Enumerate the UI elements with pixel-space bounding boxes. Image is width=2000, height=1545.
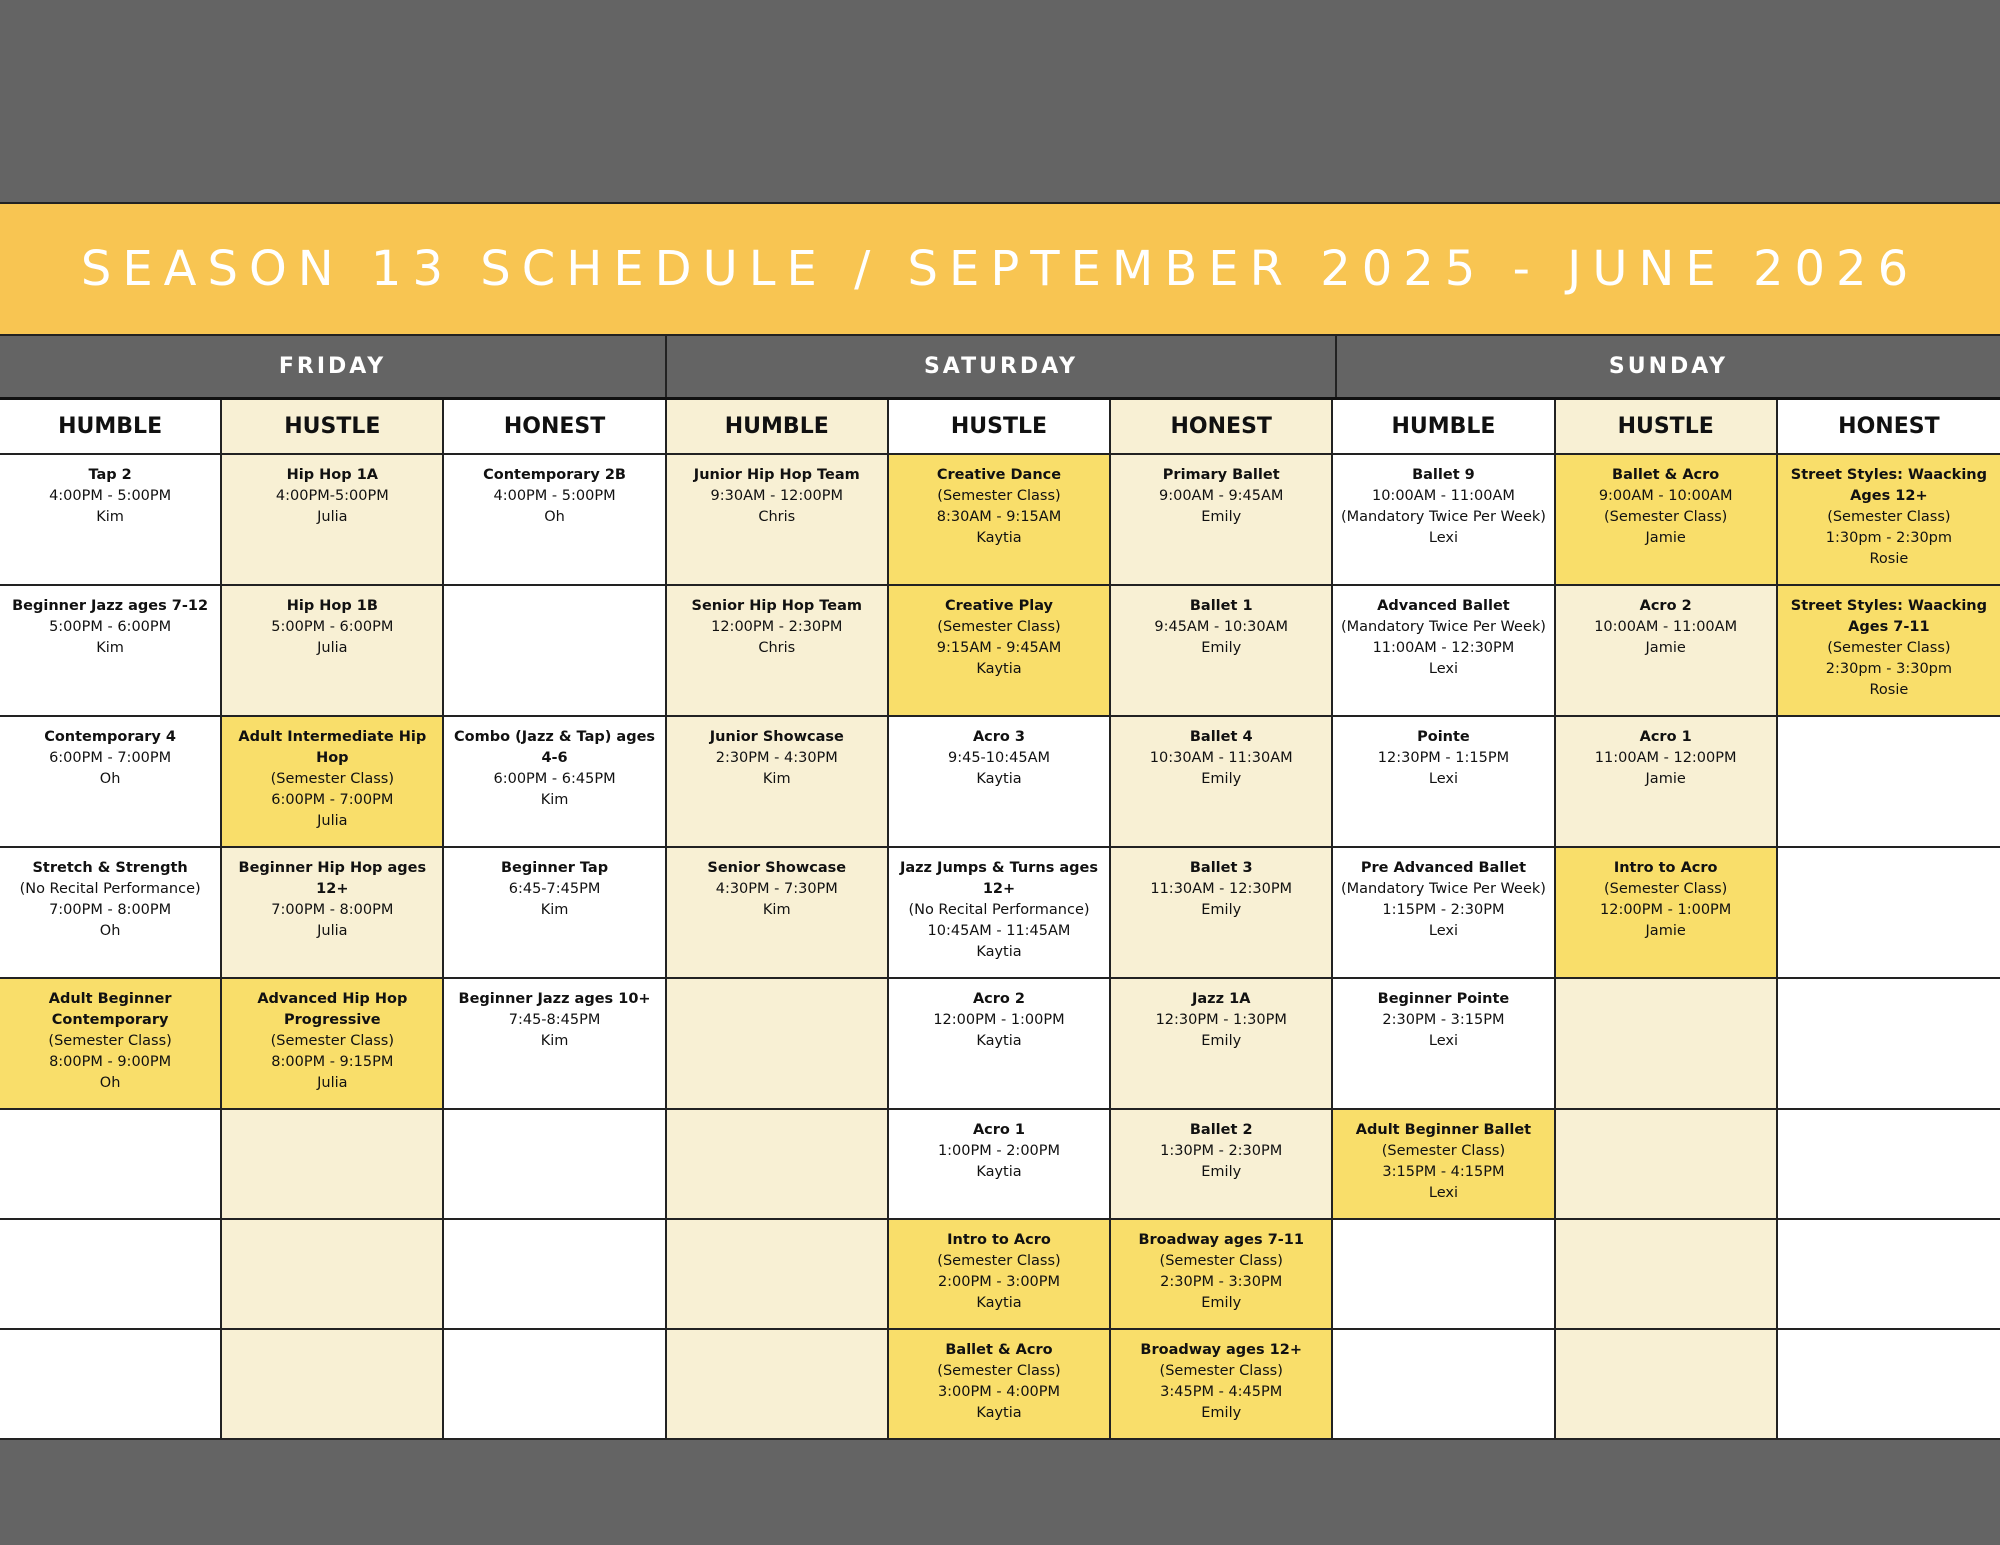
class-cell [444,979,666,1110]
class-detail: Julia [317,923,348,939]
empty-cell [1778,1330,2000,1440]
class-detail: (Mandatory Twice Per Week) [1340,509,1546,525]
class-detail: Oh [544,509,565,525]
class-detail: Oh [99,1075,121,1091]
class-name: Adult Beginner Ballet [1355,1122,1532,1138]
class-detail: Oh [99,923,121,939]
empty-cell [1778,1220,2000,1330]
class-cell [222,979,444,1110]
empty-cell [1778,1110,2000,1220]
class-detail: 4:30PM - 7:30PM [715,881,838,897]
class-name: Broadway ages 12+ [1140,1342,1302,1358]
class-detail: Rosie [1869,682,1909,698]
class-name: Jazz 1A [1192,991,1251,1007]
class-cell [0,455,222,586]
class-detail: (No Recital Performance) [19,881,201,897]
empty-cell [667,1330,889,1440]
class-detail: (Semester Class) [1159,1253,1283,1269]
class-detail: (Mandatory Twice Per Week) [1340,619,1546,635]
class-detail: 2:30pm - 3:30pm [1825,661,1952,677]
class-cell [667,455,889,586]
class-detail: 2:30PM - 3:15PM [1382,1012,1505,1028]
class-cell [889,1110,1111,1220]
class-detail: 9:45AM - 10:30AM [1154,619,1289,635]
class-cell [1333,1110,1555,1220]
empty-cell [1556,1110,1778,1220]
class-name: Acro 2 [972,991,1026,1007]
class-detail: (No Recital Performance) [908,902,1090,918]
class-detail: 9:00AM - 9:45AM [1159,488,1284,504]
class-name: Contemporary 4 [44,729,177,745]
class-name: Acro 3 [972,729,1026,745]
class-name: Creative Dance [936,467,1062,483]
class-detail: 10:00AM - 11:00AM [1371,488,1515,504]
class-detail: 11:00AM - 12:00PM [1594,750,1737,766]
class-name: Contemporary 2B [483,467,626,483]
class-name: Street Styles: Waacking Ages 12+ [1790,467,1987,504]
empty-cell [1778,848,2000,979]
class-detail: 9:00AM - 10:00AM [1598,488,1733,504]
class-name: Intro to Acro [1613,860,1718,876]
class-detail: 6:00PM - 7:00PM [271,792,394,808]
class-detail: Kim [762,771,791,787]
empty-cell [667,979,889,1110]
class-name: Creative Play [944,598,1054,614]
empty-cell [1333,1220,1555,1330]
class-cell [667,848,889,979]
column-header-humble: HUMBLE [667,400,889,455]
class-name: Combo (Jazz & Tap) ages 4-6 [454,729,656,766]
class-detail: Kaytia [976,661,1022,677]
class-cell [889,979,1111,1110]
class-cell [1111,717,1333,848]
class-detail: 6:00PM - 6:45PM [493,771,616,787]
class-detail: Kim [96,640,124,656]
class-detail: 1:30PM - 2:30PM [1160,1143,1283,1159]
class-cell [1111,1110,1333,1220]
class-cell [0,586,222,717]
class-cell [1333,455,1555,586]
class-detail: 12:30PM - 1:30PM [1155,1012,1287,1028]
empty-cell [667,1110,889,1220]
class-detail: 7:45-8:45PM [508,1012,601,1028]
class-name: Jazz Jumps & Turns ages 12+ [899,860,1099,897]
class-detail: (Semester Class) [1827,509,1951,525]
empty-cell [667,1220,889,1330]
class-cell [444,848,666,979]
class-detail: Kim [96,509,124,525]
class-detail: (Mandatory Twice Per Week) [1340,881,1546,897]
class-detail: Kim [762,902,791,918]
class-cell [1111,1330,1333,1440]
class-cell [1111,979,1333,1110]
class-name: Senior Showcase [707,860,847,876]
class-detail: Lexi [1428,1185,1458,1201]
class-cell [0,717,222,848]
class-detail: Julia [317,1075,348,1091]
column-header-honest: HONEST [1778,400,2000,455]
class-name: Stretch & Strength [32,860,188,876]
class-detail: Emily [1201,902,1242,918]
day-header-friday: FRIDAY [278,354,387,379]
empty-cell [1333,1330,1555,1440]
class-name: Hip Hop 1B [286,598,378,614]
class-detail: 9:15AM - 9:45AM [936,640,1062,656]
class-name: Beginner Tap [500,860,609,876]
empty-cell [444,586,666,717]
class-detail: Julia [317,509,348,525]
class-cell [889,1330,1111,1440]
class-name: Acro 1 [972,1122,1026,1138]
empty-cell [1556,979,1778,1110]
class-detail: Emily [1201,1033,1242,1049]
class-cell [889,848,1111,979]
title-banner [0,202,2000,336]
class-detail: 5:00PM - 6:00PM [49,619,172,635]
class-name: Acro 1 [1639,729,1692,745]
class-cell [889,717,1111,848]
class-detail: (Semester Class) [937,488,1061,504]
class-detail: Kaytia [976,944,1022,960]
class-detail: Emily [1201,1164,1242,1180]
class-cell [889,586,1111,717]
class-name: Advanced Ballet [1377,598,1510,614]
class-detail: 10:00AM - 11:00AM [1594,619,1738,635]
class-cell [1111,1220,1333,1330]
class-detail: 8:30AM - 9:15AM [936,509,1062,525]
class-cell [444,717,666,848]
class-cell [889,1220,1111,1330]
class-detail: Kaytia [976,1405,1022,1421]
class-detail: Kaytia [976,771,1022,787]
class-name: Advanced Hip Hop Progressive [257,991,408,1028]
class-detail: Lexi [1428,923,1458,939]
class-name: Broadway ages 7-11 [1138,1232,1304,1248]
class-detail: (Semester Class) [48,1033,172,1049]
class-name: Pointe [1417,729,1470,745]
empty-cell [1556,1330,1778,1440]
class-detail: 2:30PM - 3:30PM [1160,1274,1283,1290]
class-detail: 1:15PM - 2:30PM [1382,902,1505,918]
class-name: Ballet 2 [1189,1122,1253,1138]
class-detail: (Semester Class) [937,1363,1061,1379]
class-detail: 10:45AM - 11:45AM [927,923,1071,939]
class-detail: Lexi [1428,661,1458,677]
empty-cell [222,1220,444,1330]
class-detail: 8:00PM - 9:00PM [49,1054,172,1070]
class-name: Street Styles: Waacking Ages 7-11 [1790,598,1987,635]
class-name: Ballet 9 [1412,467,1475,483]
class-detail: Kaytia [976,1295,1022,1311]
class-name: Hip Hop 1A [286,467,379,483]
class-detail: 5:00PM - 6:00PM [271,619,394,635]
class-detail: 8:00PM - 9:15PM [271,1054,394,1070]
class-detail: Kim [540,792,569,808]
day-header-row [0,336,2000,400]
class-detail: Lexi [1428,771,1458,787]
class-cell [1778,586,2000,717]
class-detail: Lexi [1428,1033,1458,1049]
class-detail: 2:00PM - 3:00PM [937,1274,1061,1290]
empty-cell [0,1330,222,1440]
class-detail: Kaytia [976,1164,1022,1180]
column-header-humble: HUMBLE [1333,400,1555,455]
class-detail: Jamie [1645,640,1686,656]
class-detail: (Semester Class) [270,1033,395,1049]
class-detail: (Semester Class) [270,771,395,787]
class-name: Beginner Jazz ages 7-12 [12,598,209,614]
class-detail: 2:30PM - 4:30PM [715,750,838,766]
class-cell [0,979,222,1110]
class-name: Adult Beginner Contemporary [48,991,172,1028]
class-detail: 6:45-7:45PM [508,881,601,897]
class-detail: Jamie [1645,923,1686,939]
empty-cell [444,1330,666,1440]
class-name: Intro to Acro [947,1232,1051,1248]
class-cell [1333,586,1555,717]
class-detail: Julia [317,813,348,829]
class-cell [1556,848,1778,979]
class-detail: 4:00PM-5:00PM [275,488,389,504]
class-cell [1333,979,1555,1110]
class-name: Ballet & Acro [945,1342,1053,1358]
class-detail: 4:00PM - 5:00PM [493,488,616,504]
class-detail: 10:30AM - 11:30AM [1149,750,1293,766]
class-cell [1778,455,2000,586]
day-header-saturday: SATURDAY [665,336,1335,397]
schedule-table [0,400,2000,1439]
class-detail: Lexi [1428,530,1458,546]
class-cell [1556,586,1778,717]
class-detail: Oh [99,771,121,787]
class-name: Acro 2 [1639,598,1692,614]
column-header-honest: HONEST [1111,400,1333,455]
class-cell [1333,717,1555,848]
class-detail: Jamie [1645,530,1686,546]
class-detail: Emily [1201,509,1242,525]
class-detail: Emily [1201,771,1242,787]
class-cell [1556,717,1778,848]
class-detail: 6:00PM - 7:00PM [49,750,172,766]
column-header-hustle: HUSTLE [1556,400,1778,455]
class-detail: Emily [1201,640,1242,656]
column-header-humble: HUMBLE [0,400,222,455]
class-cell [444,455,666,586]
class-cell [222,717,444,848]
class-detail: 12:00PM - 2:30PM [711,619,843,635]
class-detail: Chris [758,509,796,525]
class-detail: (Semester Class) [1827,640,1951,656]
class-detail: 4:00PM - 5:00PM [49,488,172,504]
class-detail: 11:00AM - 12:30PM [1372,640,1515,656]
class-name: Ballet 4 [1189,729,1253,745]
class-detail: (Semester Class) [937,619,1061,635]
class-cell [1111,848,1333,979]
empty-cell [222,1110,444,1220]
class-detail: 12:30PM - 1:15PM [1377,750,1510,766]
class-name: Tap 2 [88,467,132,483]
class-detail: (Semester Class) [1381,1143,1506,1159]
class-cell [667,717,889,848]
class-name: Pre Advanced Ballet [1360,860,1527,876]
class-cell [222,455,444,586]
class-cell [1556,455,1778,586]
class-name: Junior Showcase [709,729,844,745]
column-header-hustle: HUSTLE [222,400,444,455]
empty-cell [0,1110,222,1220]
class-detail: Julia [317,640,348,656]
class-cell [1111,586,1333,717]
class-detail: Kim [540,902,569,918]
day-header-sunday: SUNDAY [1335,336,2000,397]
empty-cell [444,1110,666,1220]
column-header-hustle: HUSTLE [889,400,1111,455]
class-detail: 7:00PM - 8:00PM [49,902,172,918]
class-detail: 3:00PM - 4:00PM [937,1384,1061,1400]
class-detail: 9:45-10:45AM [947,750,1050,766]
class-detail: 9:30AM - 12:00PM [710,488,843,504]
class-detail: (Semester Class) [1603,509,1728,525]
class-detail: Emily [1201,1405,1242,1421]
class-detail: Kim [540,1033,569,1049]
class-name: Beginner Hip Hop ages 12+ [238,860,427,897]
class-name: Senior Hip Hop Team [691,598,862,614]
class-detail: 1:30pm - 2:30pm [1825,530,1952,546]
class-detail: (Semester Class) [1159,1363,1283,1379]
class-name: Beginner Jazz ages 10+ [458,991,651,1007]
class-detail: Rosie [1869,551,1909,567]
class-detail: (Semester Class) [937,1253,1061,1269]
class-detail: Jamie [1645,771,1686,787]
class-name: Junior Hip Hop Team [693,467,860,483]
class-cell [1111,455,1333,586]
class-name: Ballet 3 [1189,860,1253,876]
class-name: Beginner Pointe [1377,991,1510,1007]
empty-cell [0,1220,222,1330]
column-header-honest: HONEST [444,400,666,455]
class-detail: 1:00PM - 2:00PM [937,1143,1061,1159]
empty-cell [1556,1220,1778,1330]
class-detail: Emily [1201,1295,1242,1311]
class-detail: Kaytia [976,1033,1022,1049]
class-cell [222,848,444,979]
class-cell [1333,848,1555,979]
class-cell [667,586,889,717]
empty-cell [444,1220,666,1330]
class-detail: 7:00PM - 8:00PM [271,902,394,918]
class-detail: Kaytia [976,530,1022,546]
class-name: Ballet 1 [1189,598,1253,614]
class-cell [222,586,444,717]
class-cell [0,848,222,979]
class-detail: 12:00PM - 1:00PM [1600,902,1732,918]
empty-cell [1778,979,2000,1110]
class-detail: 12:00PM - 1:00PM [933,1012,1065,1028]
class-cell [889,455,1111,586]
empty-cell [222,1330,444,1440]
class-name: Ballet & Acro [1612,467,1720,483]
empty-cell [1778,717,2000,848]
class-name: Adult Intermediate Hip Hop [238,729,427,766]
class-detail: Chris [758,640,796,656]
class-detail: 3:15PM - 4:15PM [1382,1164,1505,1180]
page-title: SEASON 13 SCHEDULE / SEPTEMBER 2025 - JUNE 2026 [80,241,1920,297]
class-detail: 11:30AM - 12:30PM [1150,881,1293,897]
class-detail: (Semester Class) [1603,881,1728,897]
class-detail: 3:45PM - 4:45PM [1160,1384,1283,1400]
class-name: Primary Ballet [1162,467,1280,483]
